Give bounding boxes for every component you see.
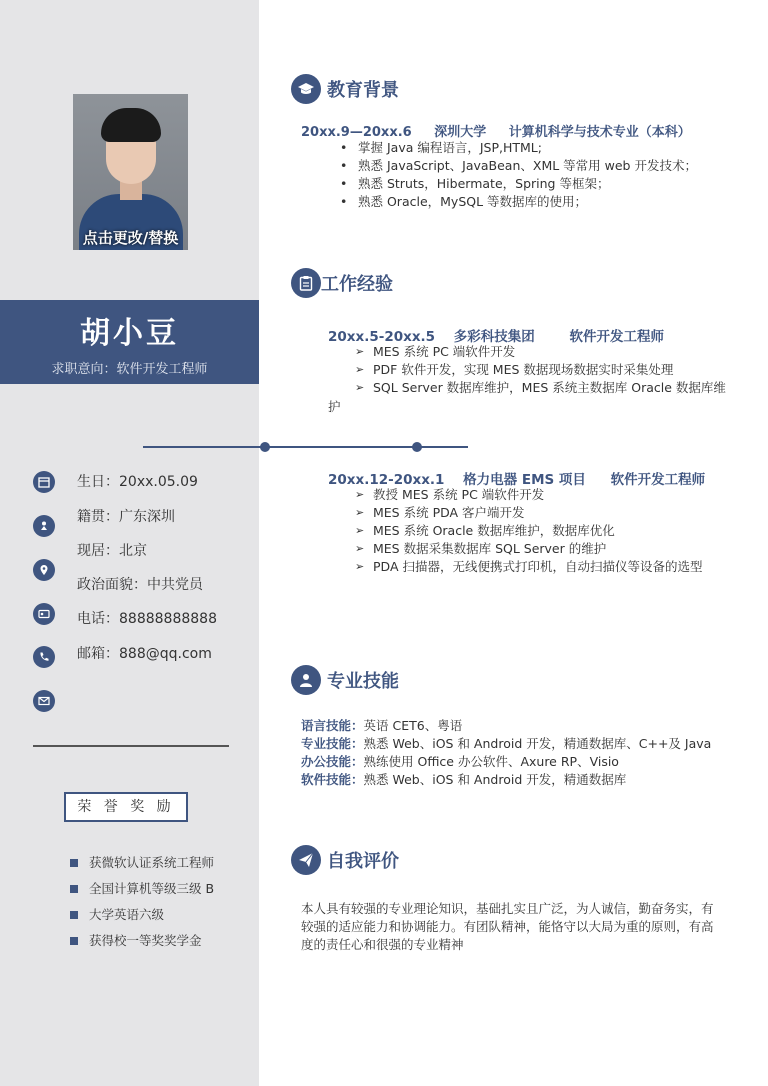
person-icon [291,665,321,695]
sidebar-divider [33,745,229,747]
list-item: • 掌握 Java 编程语言，JSP,HTML; [340,139,697,157]
phone-text: 电话：88888888888 [77,611,217,627]
work-heading [291,268,393,298]
list-item: ➢ SQL Server 数据库维护，MES 系统主数据库 Oracle 数据库维 [355,379,726,397]
person-name: 胡小豆 [80,316,179,351]
education-bullets [340,139,697,211]
job-role: 软件开发工程师 [610,472,706,488]
list-item: ➢ MES 系统 Oracle 数据库维护，数据库优化 [355,522,702,540]
evaluation-heading [291,845,399,875]
section-title: 教育背景 [327,80,399,101]
wrap-text: 护 [328,399,341,414]
profile-photo[interactable] [73,94,188,250]
clipboard-icon [291,268,321,298]
skill-row: 办公技能：熟练使用 Office 办公软件、Axure RP、Visio [301,754,619,769]
education-summary [301,121,709,140]
photo-caption[interactable]: 点击更改/替换 [82,229,179,247]
location-pin-icon [33,559,55,581]
graduation-cap-icon [291,74,321,104]
job-period: 20xx.5-20xx.5 [328,329,436,345]
job-company: 多彩科技集团 [453,329,535,345]
edu-period: 20xx.9—20xx.6 [301,125,412,140]
list-item: ➢ MES 数据采集数据库 SQL Server 的维护 [355,540,702,558]
skill-row: 语言技能：英语 CET6、粤语 [301,718,463,733]
list-item: ➢ PDA 扫描器，无线便携式打印机，自动扫描仪等设备的选型 [355,558,702,576]
list-item: 获微软认证系统工程师 [70,853,255,879]
list-item: 获得校一等奖奖学金 [70,931,255,957]
section-title: 专业技能 [327,671,399,692]
origin-text: 籍贯：广东深圳 [77,509,175,525]
job-header [328,325,678,345]
info-origin [33,514,55,538]
residence-text: 现居：北京 [77,543,147,559]
skills-heading [291,665,399,695]
info-location [33,558,55,582]
list-item: 全国计算机等级三级 B [70,879,255,905]
info-birthday [33,470,55,494]
list-item: ➢ MES 系统 PC 端软件开发 [355,343,726,361]
job-role: 软件开发工程师 [569,329,664,345]
info-email [33,689,55,713]
email-text: 邮箱：888@qq.com [77,646,212,662]
edu-school: 深圳大学 [434,125,487,140]
info-phone-icon-row [33,645,55,669]
job-company: 格力电器 EMS 项目 [463,472,586,488]
list-item: ➢ 教授 MES 系统 PC 端软件开发 [355,486,702,504]
info-phone [33,602,55,626]
divider-dot [412,442,422,452]
skills-list [301,717,711,789]
location-person-icon [33,515,55,537]
honors-list [70,853,255,957]
list-item: ➢ MES 系统 PDA 客户端开发 [355,504,702,522]
paper-plane-icon [291,845,321,875]
calendar-icon [33,471,55,493]
phone-icon [33,646,55,668]
education-heading [291,74,399,104]
politics-text: 政治面貌：中共党员 [77,577,203,593]
skill-row: 专业技能：熟悉 Web、iOS 和 Android 开发，精通数据库、C++及 Java [301,736,712,751]
id-card-icon [33,603,55,625]
skill-row: 软件技能：熟悉 Web、iOS 和 Android 开发，精通数据库 [301,772,627,787]
list-item: 大学英语六级 [70,905,255,931]
list-item: ➢ PDF 软件开发，实现 MES 数据现场数据实时采集处理 [355,361,726,379]
evaluation-text: 本人具有较强的专业理论知识，基础扎实且广泛，为人诚信，勤奋务实，有较强的适应能力和协调能力。有团队精神，能恪守以大局为重的原则，有高度的责任心和很强的专业精神 [301,901,714,952]
section-title: 自我评价 [327,851,399,872]
list-item: • 熟悉 Struts，Hibermate，Spring 等框架； [340,175,697,193]
job-bullets [355,486,702,576]
edu-major: 计算机科学与技术专业（本科） [508,125,691,140]
job-header [328,468,719,488]
job-bullets [355,343,726,397]
job-target: 求职意向：软件开发工程师 [51,362,208,377]
list-item: • 熟悉 JavaScript、JavaBean、XML 等常用 web 开发技术； [340,157,697,175]
birthday-text: 生日：20xx.05.09 [77,474,198,490]
list-item: • 熟悉 Oracle，MySQL 等数据库的使用； [340,193,697,211]
section-title: 工作经验 [321,274,393,295]
mail-icon [33,690,55,712]
job-period: 20xx.12-20xx.1 [328,472,445,488]
divider-dot [260,442,270,452]
name-band [0,300,259,384]
honors-title: 荣 誉 奖 励 [64,792,188,822]
